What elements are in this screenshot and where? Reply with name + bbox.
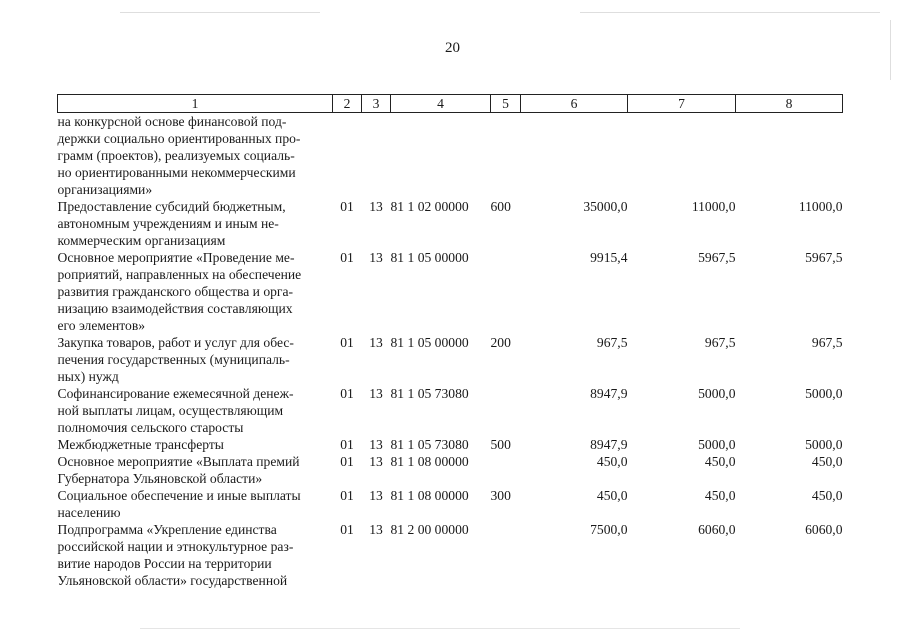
target-article-cell: 81 1 05 00000 bbox=[390, 250, 469, 265]
row-name-cell bbox=[58, 385, 333, 436]
row-name-line: его элементов» bbox=[57, 318, 146, 333]
target-article-cell: 81 1 05 00000 bbox=[390, 335, 469, 350]
section-code-cell: 01 bbox=[340, 335, 354, 350]
row-name-line: коммерческим организациям bbox=[57, 233, 226, 248]
scan-artifact-top-right bbox=[580, 12, 880, 13]
table-row bbox=[58, 453, 843, 487]
table-row bbox=[58, 198, 843, 249]
amount-col6-cell: 7500,0 bbox=[590, 522, 628, 537]
table-row bbox=[58, 249, 843, 334]
column-header: 7 bbox=[628, 95, 736, 113]
section-code-cell: 01 bbox=[340, 250, 354, 265]
table-row bbox=[58, 487, 843, 521]
expense-type-cell: 200 bbox=[490, 335, 511, 350]
row-name-line: Закупка товаров, работ и услуг для обес- bbox=[57, 335, 294, 350]
target-article-cell: 81 1 08 00000 bbox=[390, 488, 469, 503]
row-name-cell bbox=[58, 334, 333, 385]
row-name-line: развития гражданского общества и орга- bbox=[57, 284, 294, 299]
amount-col8-cell: 5967,5 bbox=[805, 250, 843, 265]
expense-type-cell: 300 bbox=[490, 488, 511, 503]
subsection-code-cell: 13 bbox=[369, 335, 383, 350]
amount-col6-cell: 35000,0 bbox=[583, 199, 628, 214]
amount-col6-cell: 8947,9 bbox=[590, 437, 628, 452]
row-name-cell bbox=[58, 113, 333, 199]
expense-type-cell bbox=[491, 249, 521, 334]
row-name-cell bbox=[58, 249, 333, 334]
subsection-code-cell bbox=[362, 113, 391, 199]
row-name-line: но ориентированными некоммерческими bbox=[57, 165, 296, 180]
amount-col6-cell: 450,0 bbox=[596, 488, 628, 503]
target-article-cell: 81 1 05 73080 bbox=[390, 386, 469, 401]
section-code-cell: 01 bbox=[340, 488, 354, 503]
expense-type-cell bbox=[491, 453, 521, 487]
amount-col7-cell: 11000,0 bbox=[691, 199, 736, 214]
table-row bbox=[58, 334, 843, 385]
section-code-cell: 01 bbox=[340, 437, 354, 452]
target-article-cell: 81 1 02 00000 bbox=[390, 199, 469, 214]
column-header: 6 bbox=[521, 95, 628, 113]
amount-col8-cell: 967,5 bbox=[811, 335, 843, 350]
expense-type-cell: 500 bbox=[490, 437, 511, 452]
table-row bbox=[58, 436, 843, 453]
amount-col8-cell: 11000,0 bbox=[798, 199, 843, 214]
row-name-line: Ульяновской области» государственной bbox=[57, 573, 288, 588]
amount-col8-cell bbox=[736, 113, 843, 199]
budget-table bbox=[57, 94, 843, 589]
column-header: 5 bbox=[491, 95, 521, 113]
row-name-line: витие народов России на территории bbox=[57, 556, 272, 571]
row-name-line: роприятий, направленных на обеспечение bbox=[57, 267, 302, 282]
amount-col8-cell: 6060,0 bbox=[805, 522, 843, 537]
section-code-cell: 01 bbox=[340, 199, 354, 214]
amount-col7-cell: 450,0 bbox=[704, 488, 736, 503]
amount-col7-cell: 6060,0 bbox=[698, 522, 736, 537]
subsection-code-cell: 13 bbox=[369, 488, 383, 503]
row-name-line: Основное мероприятие «Выплата премий bbox=[57, 454, 300, 469]
subsection-code-cell: 13 bbox=[369, 522, 383, 537]
row-name-line: автономным учреждениям и иным не- bbox=[57, 216, 279, 231]
subsection-code-cell: 13 bbox=[369, 454, 383, 469]
row-name-line: ных) нужд bbox=[57, 369, 119, 384]
section-code-cell: 01 bbox=[340, 522, 354, 537]
row-name-line: Предоставление субсидий бюджетным, bbox=[57, 199, 286, 214]
row-name-line: Социальное обеспечение и иные выплаты bbox=[57, 488, 301, 503]
column-header: 2 bbox=[333, 95, 362, 113]
row-name-line: Основное мероприятие «Проведение ме- bbox=[57, 250, 295, 265]
section-code-cell: 01 bbox=[340, 386, 354, 401]
table-row bbox=[58, 113, 843, 199]
amount-col6-cell: 450,0 bbox=[596, 454, 628, 469]
column-header: 3 bbox=[362, 95, 391, 113]
scan-artifact-top bbox=[120, 12, 320, 13]
expense-type-cell bbox=[491, 385, 521, 436]
expense-type-cell: 600 bbox=[490, 199, 511, 214]
row-name-line: Губернатора Ульяновской области» bbox=[57, 471, 263, 486]
section-code-cell: 01 bbox=[340, 454, 354, 469]
amount-col6-cell: 9915,4 bbox=[590, 250, 628, 265]
row-name-line: Подпрограмма «Укрепление единства bbox=[57, 522, 277, 537]
table-header-row bbox=[58, 95, 843, 113]
table-body bbox=[58, 113, 843, 590]
row-name-line: ной выплаты лицам, осуществляющим bbox=[57, 403, 284, 418]
row-name-line: на конкурсной основе финансовой под- bbox=[57, 114, 287, 129]
row-name-cell bbox=[58, 487, 333, 521]
amount-col7-cell: 450,0 bbox=[704, 454, 736, 469]
amount-col8-cell: 450,0 bbox=[811, 488, 843, 503]
row-name-line: Межбюджетные трансферты bbox=[57, 437, 224, 452]
amount-col8-cell: 5000,0 bbox=[805, 386, 843, 401]
expense-type-cell bbox=[491, 521, 521, 589]
table-row bbox=[58, 385, 843, 436]
column-header: 1 bbox=[58, 95, 333, 113]
target-article-cell: 81 1 05 73080 bbox=[390, 437, 469, 452]
amount-col7-cell: 967,5 bbox=[704, 335, 736, 350]
row-name-line: населению bbox=[57, 505, 121, 520]
column-header: 8 bbox=[736, 95, 843, 113]
row-name-line: печения государственных (муниципаль- bbox=[57, 352, 290, 367]
subsection-code-cell: 13 bbox=[369, 386, 383, 401]
expense-type-cell bbox=[491, 113, 521, 199]
section-code-cell bbox=[333, 113, 362, 199]
subsection-code-cell: 13 bbox=[369, 250, 383, 265]
amount-col8-cell: 450,0 bbox=[811, 454, 843, 469]
target-article-cell: 81 2 00 00000 bbox=[390, 522, 469, 537]
amount-col6-cell: 8947,9 bbox=[590, 386, 628, 401]
row-name-cell bbox=[58, 521, 333, 589]
amount-col6-cell bbox=[521, 113, 628, 199]
row-name-line: держки социально ориентированных про- bbox=[57, 131, 301, 146]
amount-col7-cell: 5967,5 bbox=[698, 250, 736, 265]
page-number: 20 bbox=[445, 40, 460, 56]
table-row bbox=[58, 521, 843, 589]
amount-col7-cell bbox=[628, 113, 736, 199]
amount-col7-cell: 5000,0 bbox=[698, 437, 736, 452]
row-name-line: грамм (проектов), реализуемых социаль- bbox=[57, 148, 295, 163]
column-header: 4 bbox=[391, 95, 491, 113]
row-name-line: полномочия сельского старосты bbox=[57, 420, 244, 435]
row-name-cell bbox=[58, 453, 333, 487]
row-name-line: организациями» bbox=[57, 182, 153, 197]
amount-col6-cell: 967,5 bbox=[596, 335, 628, 350]
row-name-line: российской нации и этнокультурное раз- bbox=[57, 539, 294, 554]
subsection-code-cell: 13 bbox=[369, 437, 383, 452]
row-name-line: Софинансирование ежемесячной денеж- bbox=[57, 386, 294, 401]
row-name-line: низацию взаимодействия составляющих bbox=[57, 301, 293, 316]
scan-artifact-bottom bbox=[140, 628, 740, 629]
row-name-cell bbox=[58, 198, 333, 249]
subsection-code-cell: 13 bbox=[369, 199, 383, 214]
amount-col8-cell: 5000,0 bbox=[805, 437, 843, 452]
target-article-cell bbox=[391, 113, 491, 199]
row-name-cell bbox=[58, 436, 333, 453]
target-article-cell: 81 1 08 00000 bbox=[390, 454, 469, 469]
amount-col7-cell: 5000,0 bbox=[698, 386, 736, 401]
